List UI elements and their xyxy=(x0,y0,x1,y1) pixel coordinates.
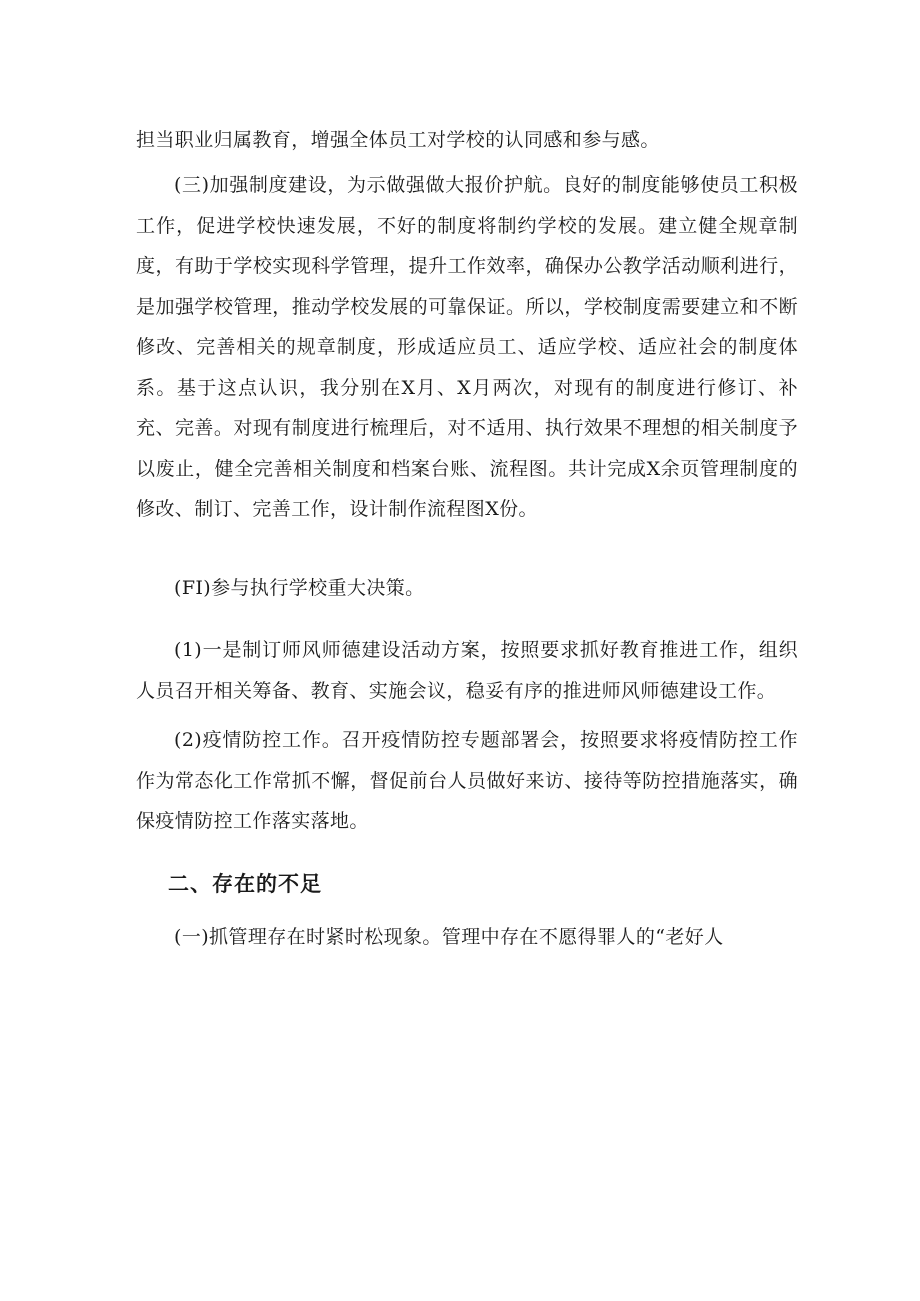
paragraph-epidemic-prevention: (2)疫情防控工作。召开疫情防控专题部署会，按照要求将疫情防控工作作为常态化工作常抓不懈，督促前台人员做好来访、接待等防控措施落实，确保疫情防控工作落实落地。 xyxy=(136,729,798,832)
paragraph-system-building: (三)加强制度建设，为示做强做大报价护航。良好的制度能够使员工积极工作，促进学校快速发展，不好的制度将制约学校的发展。建立健全规章制度，有助于学校实现科学管理，提升工作效率，确保办公教学活动顺利进行，是加强学校管理，推动学校发展的可靠保证。所以，学校制度需要建立和不断修改、完善相关的规章制度，形成适应员工、适应学校、适应社会的制度体系。基于这点认识，我分别在X月、X月两次，对现有的制度进行修订、补充、完善。对现有制度进行梳理后，对不适用、执行效果不理想的相关制度予以废止，健全完善相关制度和档案台账、流程图。共计完成X余页管理制度的修改、制订、完善工作，设计制作流程图X份。 xyxy=(136,174,798,520)
section-heading: 二、存在的不足 xyxy=(168,872,322,896)
paragraph-shortcomings: (一)抓管理存在时紧时松现象。管理中存在不愿得罪人的“老好人 xyxy=(174,926,724,948)
paragraph-decision-making: (FI)参与执行学校重大决策。 xyxy=(174,577,425,599)
paragraph-continuation: 担当职业归属教育，增强全体员工对学校的认同感和参与感。 xyxy=(136,129,660,151)
paragraph-ethics-building: (1)一是制订师风师德建设活动方案，按照要求抓好教育推进工作，组织人员召开相关筹备、教育、实施会议，稳妥有序的推进师风师德建设工作。 xyxy=(136,639,798,702)
